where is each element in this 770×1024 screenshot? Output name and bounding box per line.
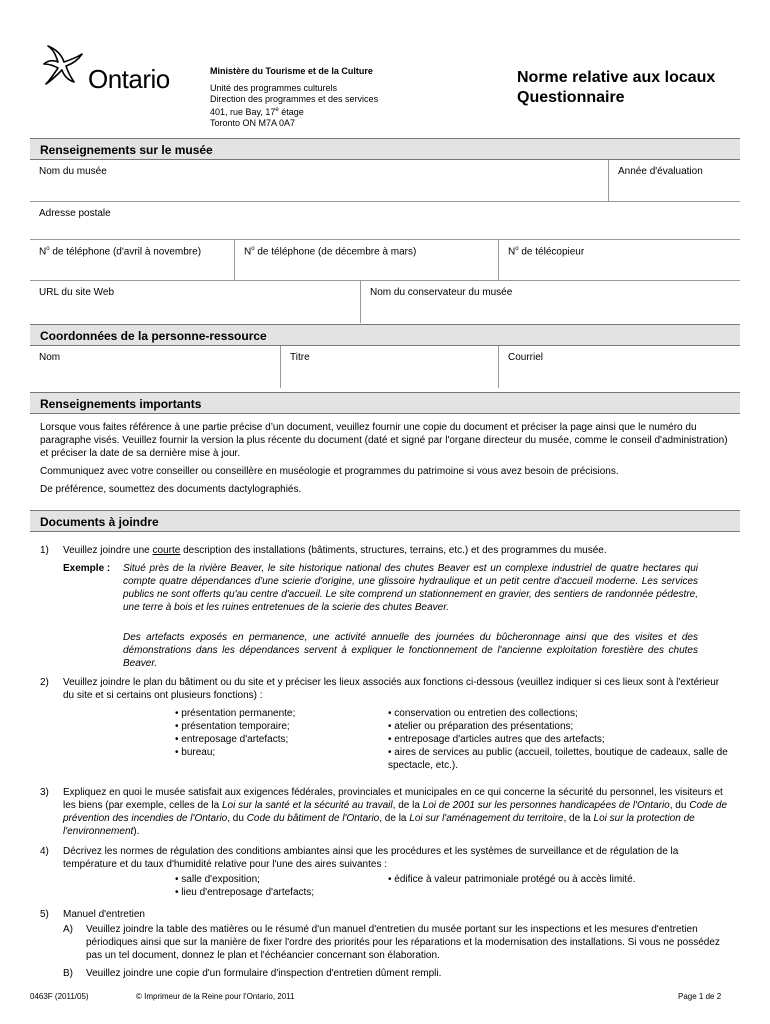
- list-item: • conservation ou entretien des collections;: [388, 708, 578, 719]
- bullet-list-right: [388, 873, 636, 886]
- page-number: Page 1 de 2: [678, 992, 722, 1001]
- phone-winter-field[interactable]: $N^o$ de téléphone (de décembre à mars): [234, 240, 498, 280]
- contact-fields: [30, 346, 740, 388]
- list-item: • présentation temporaire;: [175, 721, 290, 732]
- bullet-list-left: [175, 873, 314, 899]
- curator-name-field[interactable]: Nom du conservateur du musée: [360, 281, 740, 323]
- section-important: Renseignements importants: [30, 392, 740, 414]
- ministry-title: Ministère du Tourisme et de la Culture: [210, 66, 373, 76]
- example-block: [40, 562, 730, 672]
- fax-field[interactable]: $N^o$ de télécopieur: [498, 240, 740, 280]
- address-line: Toronto ON M7A 0A7: [210, 118, 296, 128]
- list-item: • présentation permanente;: [175, 708, 296, 719]
- important-paragraph: Communiquez avec votre conseiller ou conseillère en muséologie et programmes du patrimoine si vous avez besoin de précisions.: [40, 466, 619, 477]
- ontario-wordmark: Ontario: [88, 64, 170, 94]
- field-row: [30, 202, 740, 240]
- list-item: • entreposage d'articles autres que des artefacts;: [388, 734, 605, 745]
- field-row: [30, 346, 740, 388]
- website-url-field[interactable]: URL du site Web: [39, 287, 115, 298]
- museum-name-field[interactable]: Nom du musée: [39, 166, 107, 177]
- museum-info-fields: [30, 160, 740, 323]
- ontario-logo: [40, 42, 185, 96]
- postal-address-field[interactable]: Adresse postale: [39, 208, 111, 219]
- list-item: • atelier ou préparation des présentations;: [388, 721, 574, 732]
- form-title: Norme relative aux locaux Questionnaire: [517, 69, 716, 106]
- contact-name-field[interactable]: Nom: [39, 352, 61, 363]
- address-line: 401, rue Bay, 17e étage: [210, 107, 304, 117]
- section-contact: Coordonnées de la personne-ressource: [30, 324, 740, 346]
- contact-title-field[interactable]: Titre: [280, 346, 498, 388]
- address-line: Unité des programmes culturels: [210, 83, 338, 93]
- list-item: • bureau;: [175, 747, 216, 758]
- important-paragraph: Lorsque vous faites référence à une partie précise d’un document, veuillez fournir une copie du document et préciser la page ainsi que le numéro du paragraphe visés. Veuillez fournir la version la plus récente du document (daté et signé par l'organe directeur du musée, comme le conseil d'administration) et préciser la date de sa dernière mise à jour.: [40, 422, 728, 459]
- example-paragraph: Situé près de la rivière Beaver, le site historique national des chutes Beaver est un complexe industriel de quatre hectares qui compte quatre dépendances d'une scierie d'origine, une glissoire hydraulique et un petit centre d'accueil moderne. Les services publics ne sont offerts qu'au centre d'accueil. Le site comprend un stationnement en gravier, des sentiers de randonnée pédestre, une terre à bois et les ruines entretenues de la scierie des chutes Beaver.: [123, 563, 698, 613]
- example-paragraph: Des artefacts exposés en permanence, une activité annuelle des journées du bûcheronnage ainsi que des visites et des démonstrations dans les dépendances servent à expliquer le fonctionnement de l'ancienne exploitation forestière des chutes Beaver.: [123, 632, 698, 669]
- list-item: • salle d'exposition;: [175, 874, 260, 885]
- copyright: © Imprimeur de la Reine pour l'Ontario, 2011: [136, 992, 295, 1001]
- field-row: [30, 240, 740, 281]
- section-documents: Documents à joindre: [30, 510, 740, 532]
- evaluation-year-field[interactable]: Année d'évaluation: [608, 160, 740, 201]
- section-museum-info: Renseignements sur le musée: [30, 138, 740, 160]
- list-item: • lieu d'entreposage d'artefacts;: [175, 887, 315, 898]
- bullet-list-right: [388, 707, 738, 772]
- important-paragraph: De préférence, soumettez des documents dactylographiés.: [40, 484, 302, 495]
- list-item: • édifice à valeur patrimoniale protégé ou à accès limité.: [388, 874, 636, 885]
- field-row: [30, 160, 740, 202]
- address-line: Direction des programmes et des services: [210, 94, 379, 104]
- list-item: • entreposage d'artefacts;: [175, 734, 289, 745]
- example-label: Exemple :: [63, 563, 111, 574]
- form-code: 0463F (2011/05): [30, 992, 89, 1001]
- bullet-list-left: [175, 707, 295, 759]
- field-row: [30, 281, 740, 323]
- list-item: • aires de services au public (accueil, toilettes, boutique de cadeaux, salle de spectacle, etc.).: [388, 747, 728, 771]
- contact-email-field[interactable]: Courriel: [498, 346, 740, 388]
- ministry-block: [210, 66, 378, 129]
- important-text: [40, 421, 730, 496]
- trillium-icon: [40, 42, 86, 88]
- phone-summer-field[interactable]: $N^o$ de téléphone (d'avril à novembre): [39, 246, 202, 258]
